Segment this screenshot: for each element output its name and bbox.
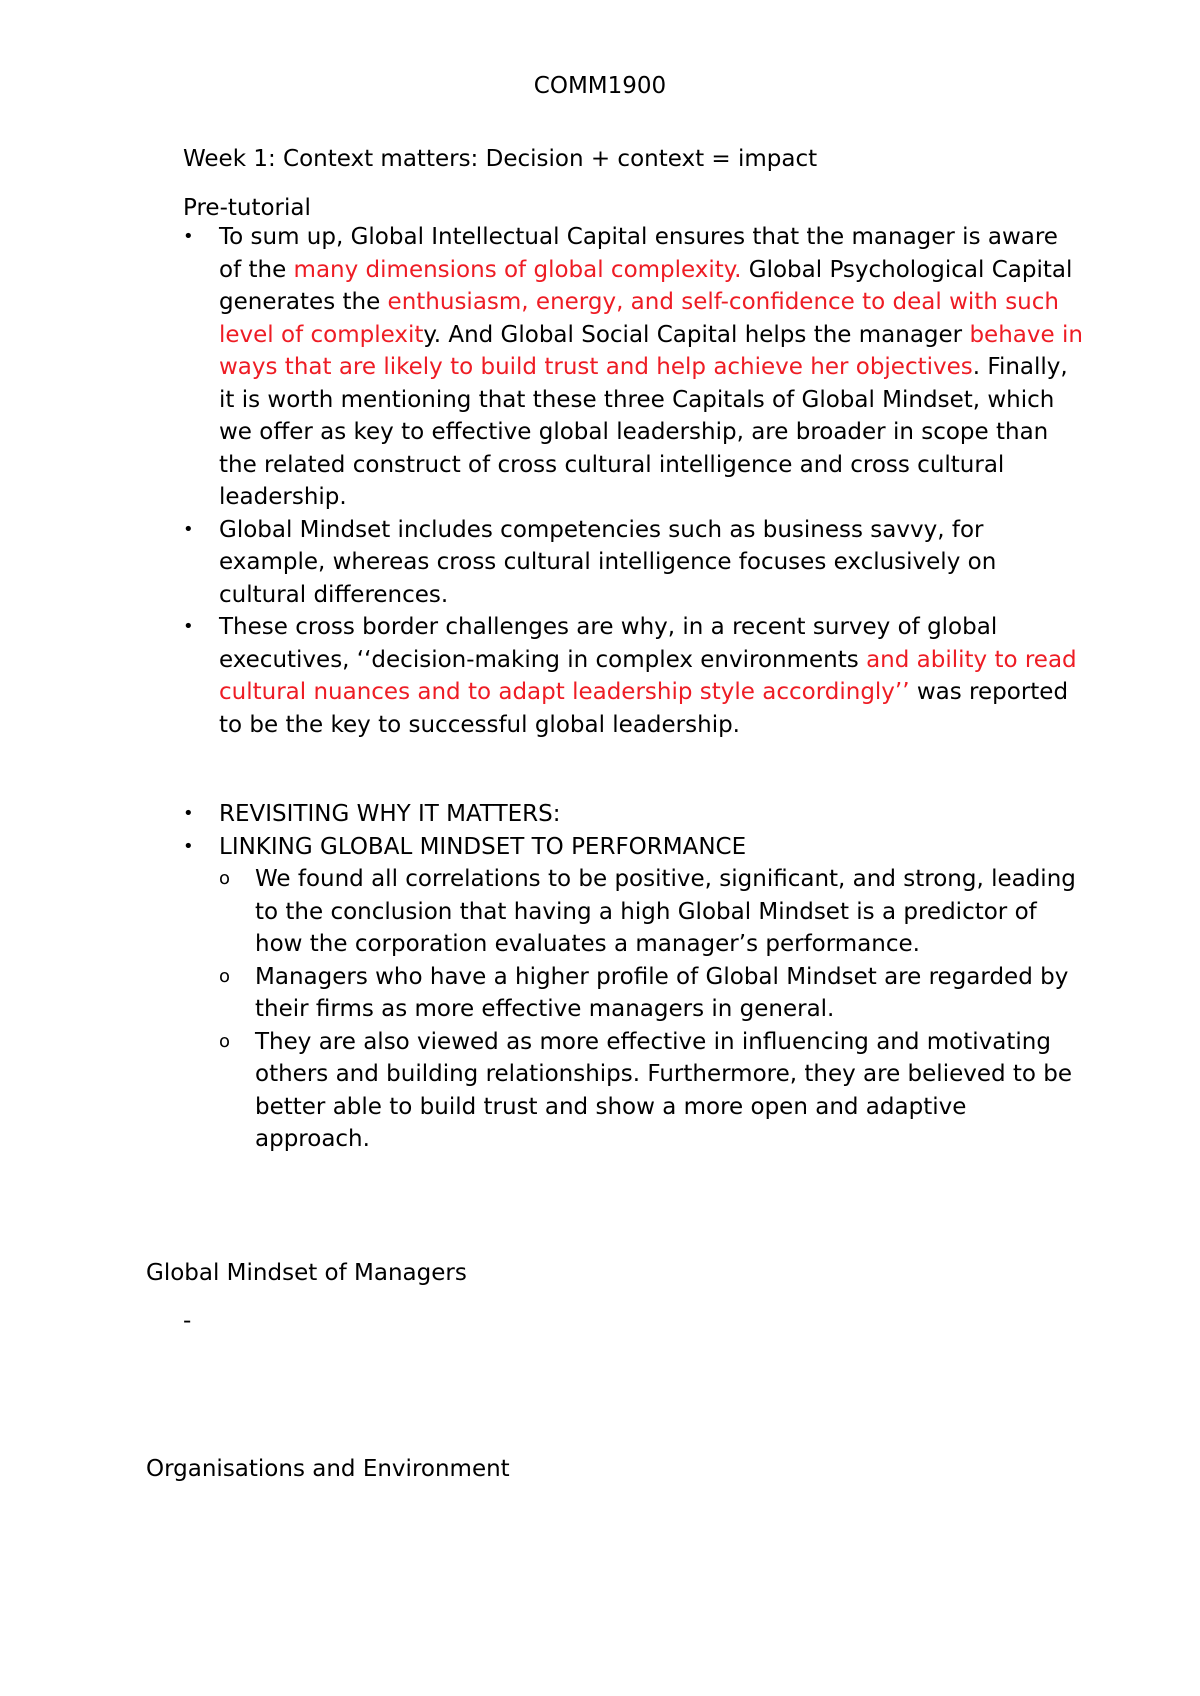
text-segment: y. And Global Social Capital helps the manager	[423, 321, 970, 348]
performance-bullet-list	[183, 798, 1083, 863]
bullet-item-competencies	[183, 514, 1083, 612]
bullet-item-linking	[183, 831, 1083, 864]
sub-item-correlations	[219, 863, 1083, 961]
section-heading-organisations: Organisations and Environment	[146, 1456, 510, 1482]
summary-bullet-list	[183, 221, 1083, 741]
highlighted-text-segment: and ability to read cultural nuances and to adapt leadership style accordingly’’	[219, 646, 1077, 705]
highlighted-text-segment: behave in ways that are likely to build trust and help achieve her objectives	[219, 321, 1083, 380]
bullet-item-challenges	[183, 611, 1083, 741]
bullet-text: LINKING GLOBAL MINDSET TO PERFORMANCE	[219, 833, 747, 860]
course-code-header: COMM1900	[533, 73, 667, 99]
text-segment: was reported to be the key to successful global leadership.	[219, 679, 1069, 738]
sub-list-container	[183, 863, 1083, 1156]
bullet-text: REVISITING WHY IT MATTERS:	[219, 801, 561, 827]
bullet-icon: •	[183, 803, 194, 824]
text-segment: . Finally, it is worth mentioning that these three Capitals of Global Mindset, which we offer as key to effective global leadership, are broader in scope than the related construct of cross cultural intelligence and cross cultural leadership.	[219, 354, 1068, 510]
text-segment: To sum up, Global Intellectual Capital ensures that the manager is aware of the	[219, 224, 1058, 283]
text-segment: Global Mindset includes competencies such as business savvy, for example, whereas cross cultural intelligence focuses exclusively on cultural differences.	[219, 516, 997, 608]
rich-text	[219, 517, 996, 608]
circle-bullet-icon: o	[219, 1030, 231, 1052]
section-heading-global-mindset: Global Mindset of Managers	[146, 1260, 467, 1286]
bullet-icon: •	[183, 518, 194, 540]
highlighted-text-segment: enthusiasm, energy, and self-confidence to deal with such level of complexit	[219, 289, 1059, 348]
pre-tutorial-heading: Pre-tutorial	[183, 195, 311, 221]
bullet-icon: •	[183, 835, 194, 857]
bullet-item-global-capitals	[183, 221, 1083, 514]
sub-item-text: They are also viewed as more effective in influencing and motivating others and building relationships. Furthermore, they are believed to be better able to build trust and show a more open and adaptive approach.	[255, 1028, 1073, 1152]
sub-item-higher-profile	[219, 961, 1083, 1026]
rich-text	[219, 224, 1083, 510]
empty-dash-item: -	[183, 1308, 192, 1334]
highlighted-text-segment: many dimensions of global complexity.	[293, 256, 742, 283]
sub-item-influencing	[219, 1026, 1083, 1156]
bullet-icon: •	[183, 226, 194, 247]
bullet-icon: •	[183, 616, 194, 637]
sub-item-text: Managers who have a higher profile of Global Mindset are regarded by their firms as more effective managers in general.	[255, 963, 1069, 1022]
text-segment: Global Psychological Capital generates the	[219, 256, 1073, 315]
sub-bullet-list	[219, 863, 1083, 1156]
rich-text	[219, 614, 1077, 738]
text-segment: These cross border challenges are why, in a recent survey of global executives, ‘‘decision-making in complex environments	[219, 614, 998, 673]
performance-sub-list	[183, 863, 1083, 1156]
sub-item-text: We found all correlations to be positive, significant, and strong, leading to the conclusion that having a high Global Mindset is a predictor of how the corporation evaluates a manager’s performance.	[255, 866, 1076, 957]
week-title: Week 1: Context matters: Decision + context = impact	[183, 146, 818, 172]
circle-bullet-icon: o	[219, 868, 231, 889]
bullet-item-revisiting	[183, 798, 1083, 831]
circle-bullet-icon: o	[219, 965, 231, 987]
